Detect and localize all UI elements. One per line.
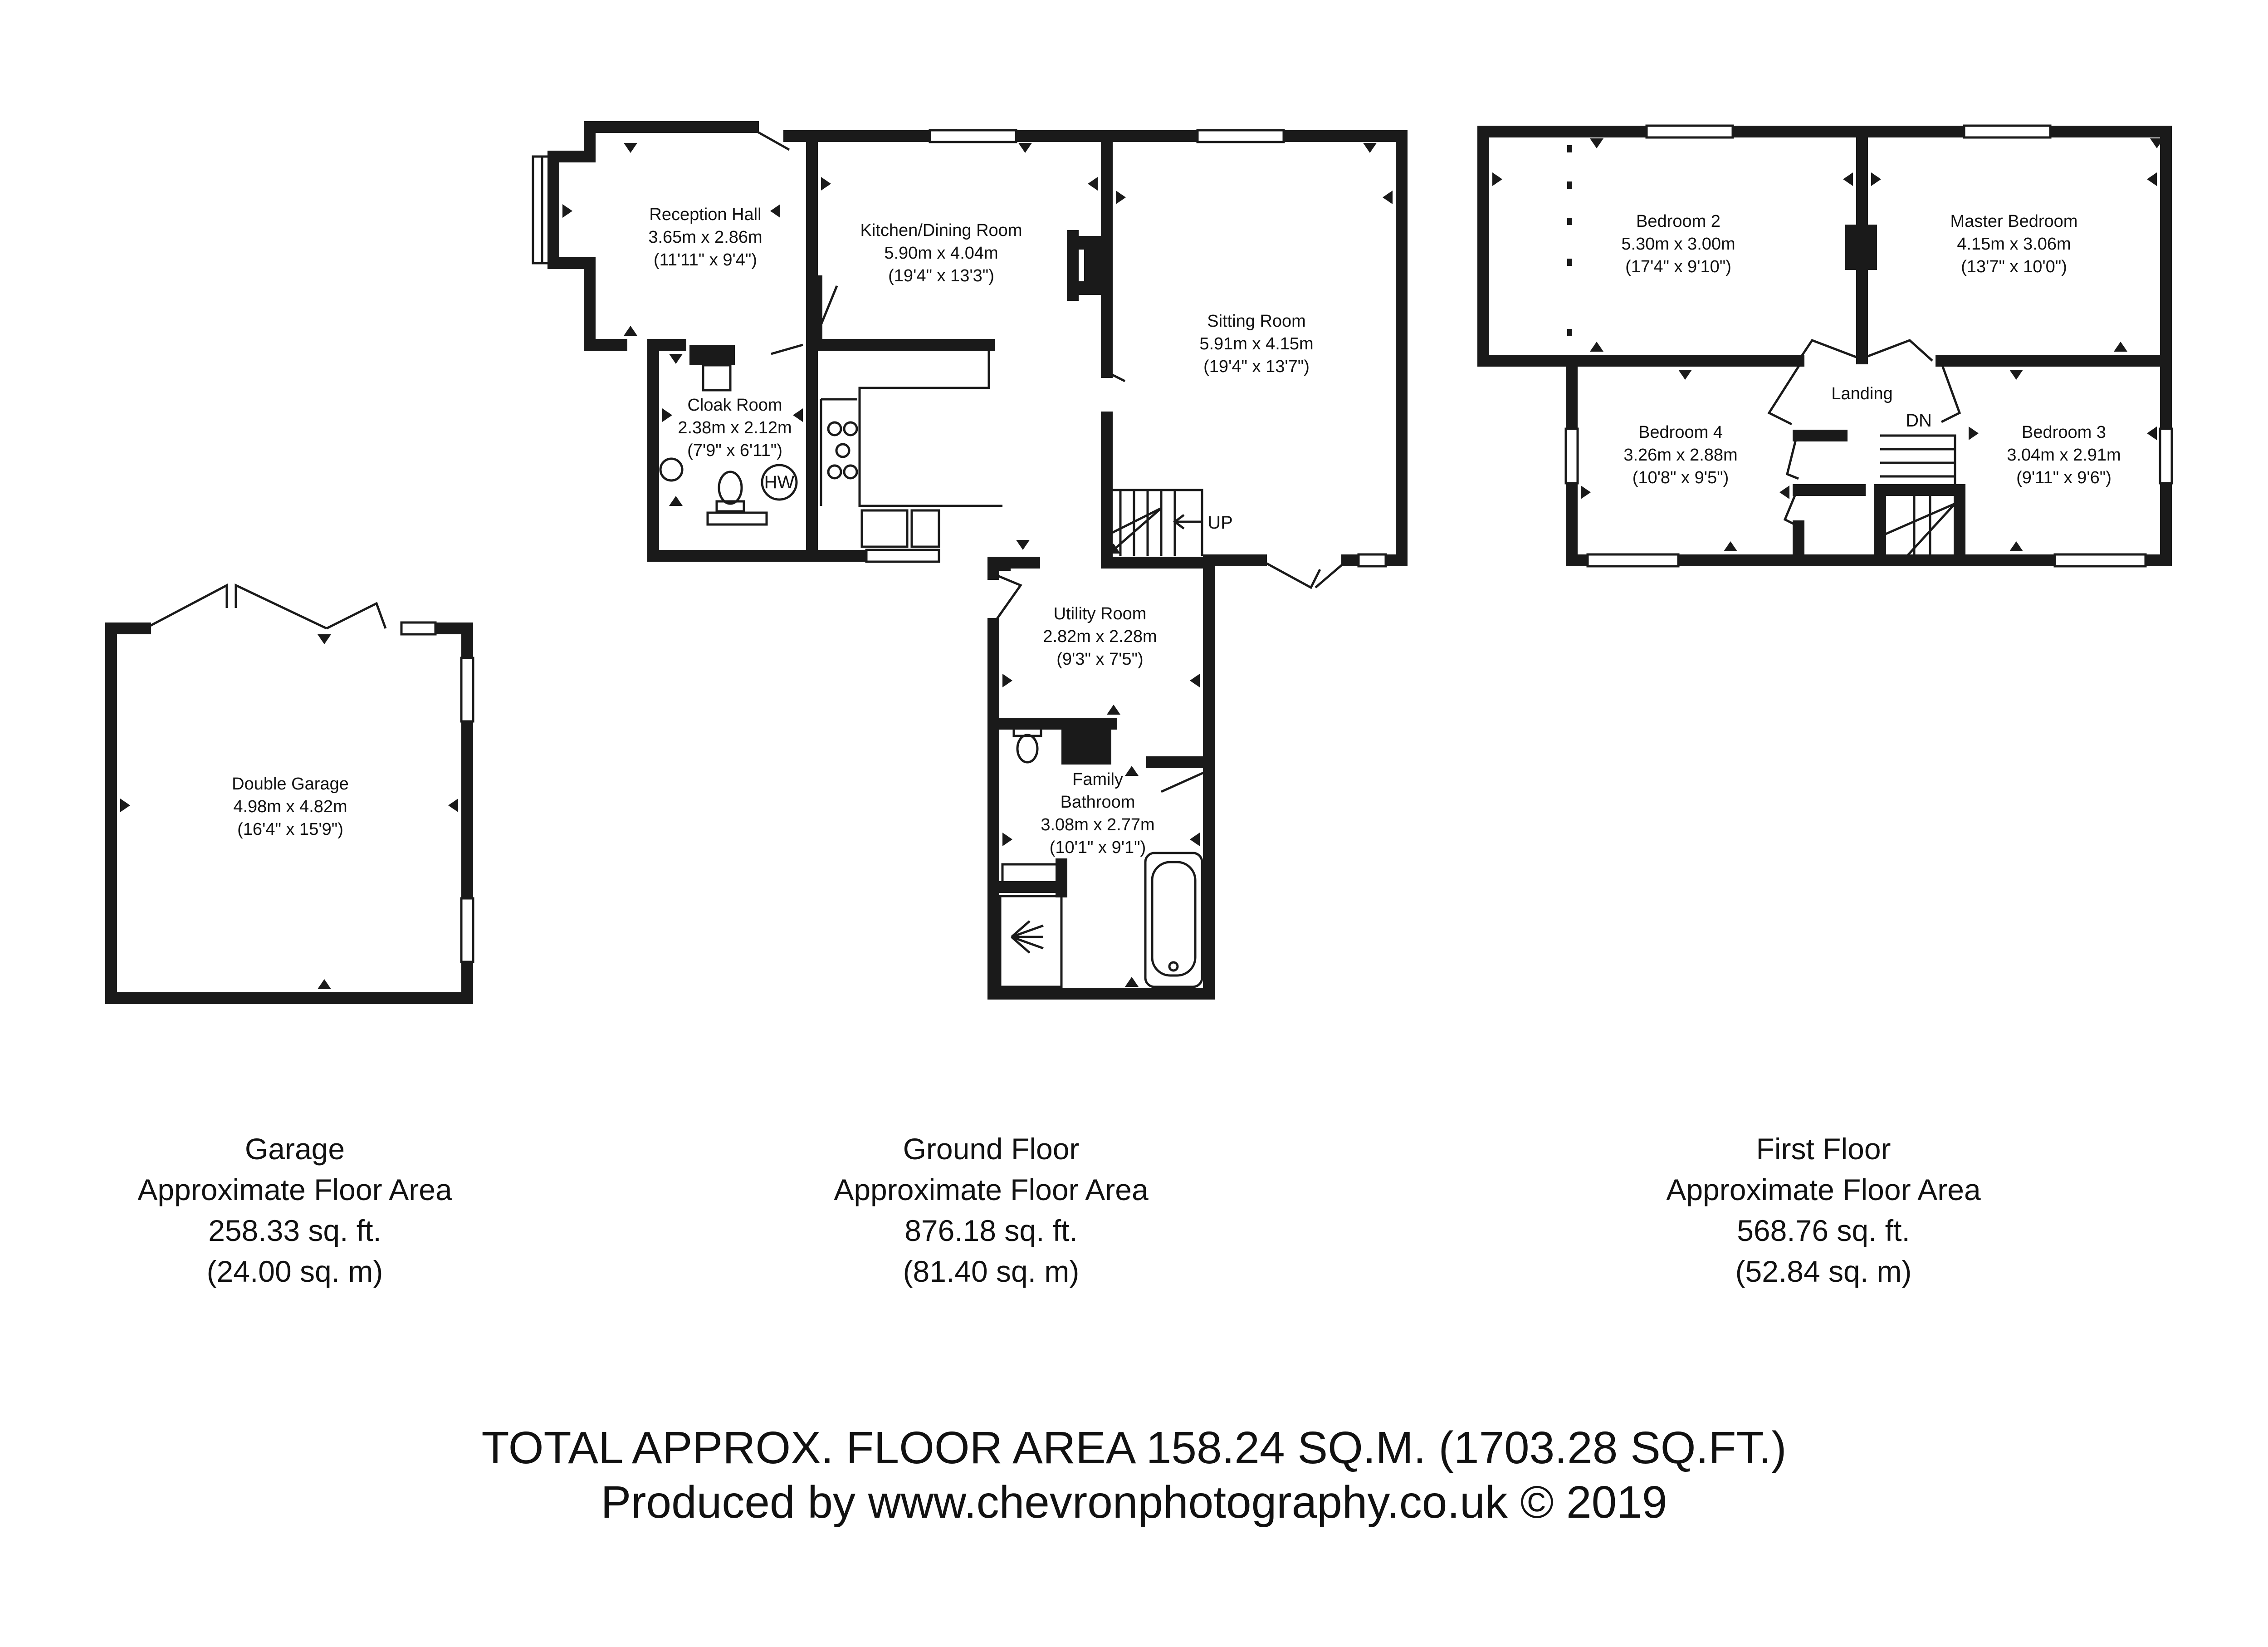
cloak-window <box>708 513 767 524</box>
room-name: Double Garage <box>232 774 349 794</box>
summary-title: Ground Floor <box>903 1132 1080 1166</box>
summary-sqm: (24.00 sq. m) <box>206 1255 383 1288</box>
garage-window-top <box>401 623 435 634</box>
summary-label: Approximate Floor Area <box>1666 1173 1981 1206</box>
room-reception-hall <box>648 205 762 270</box>
summary-sqft: 568.76 sq. ft. <box>1737 1214 1910 1247</box>
room-name: Master Bedroom <box>1950 212 2078 231</box>
bedroom-4-window-bottom <box>1588 554 1678 566</box>
room-imperial: (19'4" x 13'7") <box>1203 357 1310 376</box>
hot-water-label: HW <box>764 472 795 492</box>
room-metric: 5.30m x 3.00m <box>1621 235 1735 254</box>
boiler <box>1061 721 1111 765</box>
room-name: Bedroom 2 <box>1636 212 1721 231</box>
room-name: Reception Hall <box>649 205 762 224</box>
summary-label: Approximate Floor Area <box>834 1173 1149 1206</box>
room-metric: 5.90m x 4.04m <box>884 244 998 263</box>
chimney-breast <box>1845 225 1877 270</box>
stairs-up-label: UP <box>1207 513 1233 533</box>
room-metric: 2.82m x 2.28m <box>1043 627 1157 646</box>
kitchen-window <box>930 130 1016 142</box>
room-sitting-room <box>1199 312 1313 376</box>
room-imperial: (17'4" x 9'10") <box>1625 257 1731 276</box>
room-double-garage <box>232 774 349 839</box>
total-floor-area: TOTAL APPROX. FLOOR AREA 158.24 SQ.M. (1703.28 SQ.FT.) <box>481 1422 1787 1473</box>
summary-title: Garage <box>244 1132 345 1166</box>
room-imperial: (16'4" x 15'9") <box>237 820 343 839</box>
room-metric: 4.98m x 4.82m <box>233 797 347 816</box>
room-name: Sitting Room <box>1207 312 1306 331</box>
summary-sqft: 258.33 sq. ft. <box>208 1214 381 1247</box>
kitchen-window-bottom <box>866 550 939 562</box>
room-imperial: (9'11" x 9'6") <box>2016 468 2112 487</box>
bedroom-2-window <box>1647 126 1733 137</box>
room-landing: Landing <box>1831 384 1893 403</box>
room-cloak-room <box>678 396 794 492</box>
room-metric: 5.91m x 4.15m <box>1199 334 1314 353</box>
room-utility-room <box>1043 604 1157 669</box>
room-imperial: (11'11" x 9'4") <box>653 250 758 270</box>
room-name: Kitchen/Dining Room <box>860 221 1022 240</box>
sitting-window <box>1198 130 1284 142</box>
room-family-bathroom <box>1041 770 1154 857</box>
bedroom-3-window-side <box>2160 429 2172 483</box>
room-name-line2: Bathroom <box>1060 793 1135 812</box>
room-metric: 2.38m x 2.12m <box>678 418 792 437</box>
room-bedroom-3 <box>2007 423 2121 487</box>
room-metric: 3.65m x 2.86m <box>648 228 763 247</box>
summary-ground-floor <box>834 1132 1149 1288</box>
bedroom-4-window-side <box>1566 429 1578 483</box>
room-imperial: (19'4" x 13'3") <box>888 266 994 285</box>
summary-title: First Floor <box>1756 1132 1891 1166</box>
summary-label: Approximate Floor Area <box>137 1173 452 1206</box>
room-metric: 4.15m x 3.06m <box>1957 235 2071 254</box>
first-floor-plan <box>1483 126 2172 566</box>
garage-window-right-1 <box>461 658 473 721</box>
summary-sqm: (81.40 sq. m) <box>903 1255 1080 1288</box>
summary-first-floor <box>1666 1132 1981 1288</box>
room-metric: 3.04m x 2.91m <box>2007 446 2121 465</box>
summary-sqm: (52.84 sq. m) <box>1735 1255 1912 1288</box>
producer-credit: Produced by www.chevronphotography.co.uk © 2019 <box>601 1477 1667 1528</box>
room-name: Cloak Room <box>687 396 782 415</box>
room-imperial: (13'7" x 10'0") <box>1961 257 2067 276</box>
summary-sqft: 876.18 sq. ft. <box>904 1214 1078 1247</box>
room-imperial: (7'9" x 6'11") <box>687 441 782 460</box>
room-bedroom-2 <box>1621 212 1735 276</box>
sitting-window-bottom <box>1359 554 1386 566</box>
room-metric: 3.08m x 2.77m <box>1041 815 1155 834</box>
bedroom-3-window-bottom <box>2055 554 2146 566</box>
room-imperial: (9'3" x 7'5") <box>1056 650 1144 669</box>
garage-window-right-2 <box>461 898 473 962</box>
room-name-line1: Family <box>1072 770 1123 789</box>
room-name: Bedroom 4 <box>1638 423 1723 442</box>
room-name: Bedroom 3 <box>2022 423 2106 442</box>
room-kitchen-dining <box>860 221 1022 285</box>
room-imperial: (10'1" x 9'1") <box>1049 838 1146 857</box>
room-master-bedroom <box>1950 212 2078 276</box>
summary-garage <box>137 1132 452 1288</box>
room-metric: 3.26m x 2.88m <box>1623 446 1738 465</box>
room-imperial: (10'8" x 9'5") <box>1632 468 1729 487</box>
room-name: Utility Room <box>1053 604 1147 623</box>
master-window <box>1964 126 2050 137</box>
room-bedroom-4 <box>1623 423 1737 487</box>
stairs-down-label: DN <box>1906 411 1932 431</box>
